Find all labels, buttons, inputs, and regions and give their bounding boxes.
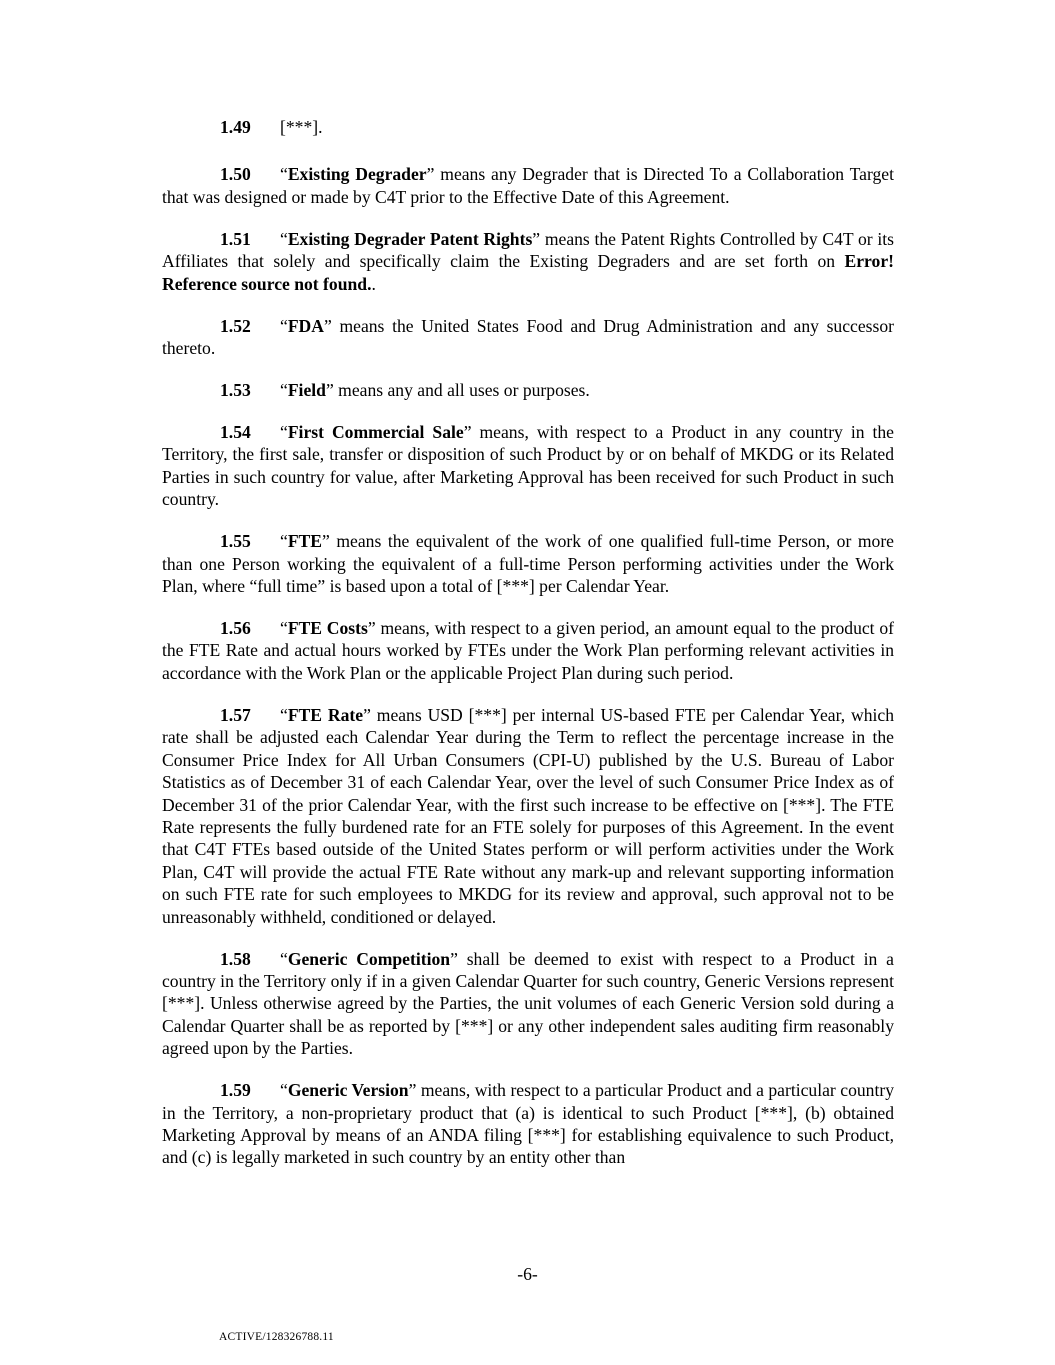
defined-term: Existing Degrader: [287, 164, 427, 185]
section-number: 1.49: [220, 117, 251, 137]
section-number: 1.57: [220, 704, 251, 725]
section-text: means, with respect to a particular Product and a particular country in the Territory, a non-proprietary product that (a) is identical to such Product [***], (b) obtained Marketing Approval by means of an ANDA filing [***] for establishing equivalence to such Product, and (c) is legally marketed in such country by an entity other than: [162, 1080, 895, 1168]
defined-term: FDA: [287, 315, 324, 336]
section-1-54: 1.54 “First Commercial Sale” means, with respect to a Product in any country in the Territory, the first sale, transfer or disposition of such Product by or on behalf of MKDG or its Related Parties in such country for value, after Marketing Approval has been received for such Product in such country.: [162, 422, 894, 510]
section-number: 1.56: [220, 618, 251, 639]
section-text: means, with respect to a given period, an amount equal to the product of the FTE Rate and actual hours worked by FTEs under the Work Plan performing relevant activities in accordance with the Work Plan or the applicable Project Plan during such period.: [162, 618, 894, 683]
section-number: 1.53: [220, 380, 251, 401]
reference-error: Error! Reference source not found.: [162, 251, 894, 294]
section-number: 1.52: [220, 315, 251, 336]
section-1-55: 1.55 “FTE” means the equivalent of the work of one qualified full-time Person, or more than one Person working the equivalent of a full-time Person performing activities under the Work Plan, where “full time” is based upon a total of [***] per Calendar Year.: [162, 531, 894, 597]
section-number: 1.51: [220, 228, 251, 249]
defined-term: Field: [287, 380, 326, 401]
section-1-58: 1.58 “Generic Competition” shall be deemed to exist with respect to a Product in a country in the Territory only if in a given Calendar Quarter for such country, Generic Versions represent [***]. Unless otherwise agreed by the Parties, the unit volumes of each Generic Version sold during a Calendar Quarter shall be as reported by [***] or any other independent sales auditing firm reasonably agreed upon by the Parties.: [162, 948, 894, 1059]
section-text: means any and all uses or purposes.: [333, 380, 590, 401]
section-number: 1.55: [220, 531, 251, 552]
section-number: 1.59: [220, 1080, 251, 1101]
section-1-57: 1.57 “FTE Rate” means USD [***] per internal US-based FTE per Calendar Year, which rate shall be adjusted each Calendar Year during the Term to reflect the percentage increase in the Consumer Price Index for All Urban Consumers (CPI-U) published by the U.S. Bureau of Labor Statistics as of December 31 of each Calendar Year, over the level of such Consumer Price Index as of December 31 of the prior Calendar Year, with the first such increase to be effective on [***]. The FTE Rate represents the fully burdened rate for an FTE solely for purposes of this Agreement. In the event that C4T FTEs based outside of the United States perform or will perform activities under the Work Plan, C4T will provide the actual FTE Rate without any mark-up and relevant supporting information on such FTE rate for such employees to MKDG for its review and approval, such approval not to be unreasonably withheld, conditioned or delayed.: [162, 704, 894, 927]
section-text: [***].: [280, 117, 323, 137]
defined-term: Generic Competition: [287, 948, 451, 969]
defined-term: Generic Version: [287, 1080, 409, 1101]
defined-term: FTE: [287, 531, 323, 552]
section-1-49: [162, 116, 894, 138]
document-body: [162, 116, 894, 1188]
section-text: means, with respect to a Product in any country in the Territory, the first sale, transfer or disposition of such Product by or on behalf of MKDG or its Related Parties in such country for value, after Marketing Approval has been received for such Product in such country.: [162, 422, 894, 510]
section-text: means USD [***] per internal US-based FTE per Calendar Year, which rate shall be adjusted each Calendar Year during the Term to reflect the percentage increase in the Consumer Price Index for All Urban Consumers (CPI-U) published by the U.S. Bureau of Labor Statistics as of December 31 of each Calendar Year, over the level of such Consumer Price Index as of December 31 of the prior Calendar Year, with the first such increase to be effective on [***]. The FTE Rate represents the fully burdened rate for an FTE solely for purposes of this Agreement. In the event that C4T FTEs based outside of the United States perform or will perform activities under the Work Plan, C4T will provide the actual FTE Rate without any mark-up and relevant supporting information on such FTE rate for such employees to MKDG for its review and approval, such approval not to be unreasonably withheld, conditioned or delayed.: [162, 704, 894, 927]
defined-term: Existing Degrader Patent Rights: [287, 228, 533, 249]
section-1-51: 1.51 “Existing Degrader Patent Rights” means the Patent Rights Controlled by C4T or its Affiliates that solely and specifically claim the Existing Degraders and are set forth on Error! Reference source not found..: [162, 228, 894, 294]
defined-term: FTE Rate: [287, 704, 364, 725]
defined-term: FTE Costs: [287, 618, 368, 639]
section-1-50: 1.50 “Existing Degrader” means any Degrader that is Directed To a Collaboration Target that was designed or made by C4T prior to the Effective Date of this Agreement.: [162, 164, 894, 207]
document-id: ACTIVE/128326788.11: [219, 1331, 334, 1343]
section-1-56: 1.56 “FTE Costs” means, with respect to a given period, an amount equal to the product of the FTE Rate and actual hours worked by FTEs under the Work Plan performing relevant activities in accordance with the Work Plan or the applicable Project Plan during such period.: [162, 618, 894, 683]
section-text: means the United States Food and Drug Administration and any successor thereto.: [162, 315, 894, 359]
section-text: means the Patent Rights Controlled by C4T or its Affiliates that solely and specifically claim the Existing Degraders and are set forth on: [162, 228, 894, 272]
section-1-59: 1.59 “Generic Version” means, with respect to a particular Product and a particular country in the Territory, a non-proprietary product that (a) is identical to such Product [***], (b) obtained Marketing Approval by means of an ANDA filing [***] for establishing equivalence to such Product, and (c) is legally marketed in such country by an entity other than: [162, 1080, 895, 1168]
section-tail: .: [371, 273, 376, 294]
section-number: 1.50: [220, 164, 251, 185]
page-number: -6-: [517, 1264, 538, 1284]
section-text: means the equivalent of the work of one qualified full-time Person, or more than one Person working the equivalent of a full-time Person performing activities under the Work Plan, where “full time” is based upon a total of [***] per Calendar Year.: [162, 531, 894, 597]
section-text: shall be deemed to exist with respect to a Product in a country in the Territory only if in a given Calendar Quarter for such country, Generic Versions represent [***]. Unless otherwise agreed by the Parties, the unit volumes of each Generic Version sold during a Calendar Quarter shall be as reported by [***] or any other independent sales auditing firm reasonably agreed upon by the Parties.: [162, 948, 894, 1059]
section-number: 1.58: [220, 948, 251, 969]
section-number: 1.54: [220, 422, 251, 443]
section-1-53: 1.53 “Field” means any and all uses or purposes.: [220, 380, 590, 401]
section-text: means any Degrader that is Directed To a Collaboration Target that was designed or made by C4T prior to the Effective Date of this Agreement.: [162, 164, 894, 207]
section-1-52: 1.52 “FDA” means the United States Food and Drug Administration and any successor thereto.: [162, 315, 894, 359]
defined-term: First Commercial Sale: [287, 422, 464, 443]
